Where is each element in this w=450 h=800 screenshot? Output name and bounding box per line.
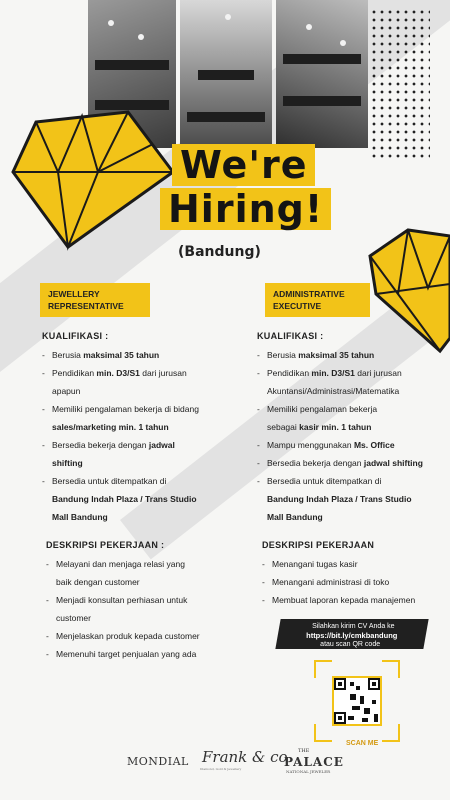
list-item: - Berusia maksimal 35 tahun	[42, 346, 252, 364]
list-item: - Mampu menggunakan Ms. Office	[257, 436, 447, 454]
qr-frame-corner	[314, 660, 332, 678]
headline-line-1: We're	[172, 144, 315, 186]
position-title-jewellery	[40, 283, 150, 317]
list-item: apapun	[52, 386, 81, 396]
job-description-heading: DESKRIPSI PEKERJAAN	[262, 540, 375, 550]
qualifications-heading: KUALIFIKASI :	[257, 331, 324, 341]
list-item: Akuntansi/Administrasi/Matematika	[267, 386, 400, 396]
qualifications-heading: KUALIFIKASI :	[42, 331, 109, 341]
list-item: Bandung Indah Plaza / Trans Studio	[267, 494, 412, 504]
headline-line-2: Hiring!	[160, 188, 331, 230]
job-description-list	[262, 555, 447, 609]
list-item: - Menangani tugas kasir	[262, 555, 447, 573]
list-item: shifting	[52, 458, 83, 468]
position-title-line: REPRESENTATIVE	[48, 301, 124, 311]
list-item: customer	[56, 613, 91, 623]
list-item: - Bersedia untuk ditempatkan di	[257, 472, 447, 490]
the-palace-logo: PALACE	[284, 755, 344, 769]
diamond-icon	[8, 102, 180, 254]
list-item: - Bersedia bekerja dengan jadwal	[42, 436, 252, 454]
store-photo-center	[180, 0, 272, 148]
list-item: - Bersedia bekerja dengan jadwal shifting	[257, 454, 447, 472]
cv-link[interactable]: https://bit.ly/cmkbandung	[306, 631, 398, 640]
mondial-logo: MONDIAL	[127, 755, 189, 768]
list-item: - Bersedia untuk ditempatkan di	[42, 472, 252, 490]
qualifications-list	[42, 346, 252, 526]
list-item: - Memenuhi target penjualan yang ada	[46, 645, 246, 663]
list-item: Mall Bandung	[52, 512, 108, 522]
store-photo-right	[276, 0, 368, 148]
qr-code-icon[interactable]	[332, 676, 382, 726]
position-title-admin	[265, 283, 370, 317]
cta-text: Silahkan kirim CV Anda ke	[312, 623, 395, 630]
list-item: sales/marketing min. 1 tahun	[52, 422, 169, 432]
list-item: - Pendidikan min. D3/S1 dari jurusan	[257, 364, 447, 382]
list-item: - Membuat laporan kepada manajemen	[262, 591, 447, 609]
list-item: - Melayani dan menjaga relasi yang	[46, 555, 246, 573]
list-item: - Menjadi konsultan perhiasan untuk	[46, 591, 246, 609]
frank-and-co-tagline: Diamond, Gold & Jewellery	[200, 767, 242, 771]
dot-pattern	[370, 8, 430, 158]
qualifications-list	[257, 346, 447, 526]
job-description-heading: DESKRIPSI PEKERJAAN :	[46, 540, 165, 550]
qr-frame-corner	[382, 660, 400, 678]
list-item: Bandung Indah Plaza / Trans Studio	[52, 494, 197, 504]
diamond-icon	[368, 226, 450, 356]
list-item: - Berusia maksimal 35 tahun	[257, 346, 447, 364]
list-item: - Menjelaskan produk kepada customer	[46, 627, 246, 645]
list-item: - Pendidikan min. D3/S1 dari jurusan	[42, 364, 252, 382]
the-palace-tagline: NATIONAL JEWELER	[286, 769, 331, 774]
qr-frame-corner	[382, 724, 400, 742]
scan-me-label: SCAN ME	[346, 740, 379, 747]
list-item: - Menangani administrasi di toko	[262, 573, 447, 591]
list-item: Mall Bandung	[267, 512, 323, 522]
the-palace-logo-prefix: THE	[298, 748, 310, 754]
position-title-line: JEWELLERY	[48, 289, 100, 299]
list-item: - Memiliki pengalaman bekerja	[257, 400, 447, 418]
cv-submission-banner	[275, 619, 428, 649]
frank-and-co-logo: Frank & co	[202, 748, 288, 766]
cta-text: atau scan QR code	[320, 641, 381, 648]
position-title-line: EXECUTIVE	[273, 301, 322, 311]
list-item: baik dengan customer	[56, 577, 140, 587]
list-item: - Memiliki pengalaman bekerja di bidang	[42, 400, 252, 418]
qr-frame-corner	[314, 724, 332, 742]
position-title-line: ADMINISTRATIVE	[273, 289, 345, 299]
list-item: sebagai kasir min. 1 tahun	[267, 422, 372, 432]
location-subtitle: (Bandung)	[178, 244, 261, 260]
job-description-list	[46, 555, 246, 663]
